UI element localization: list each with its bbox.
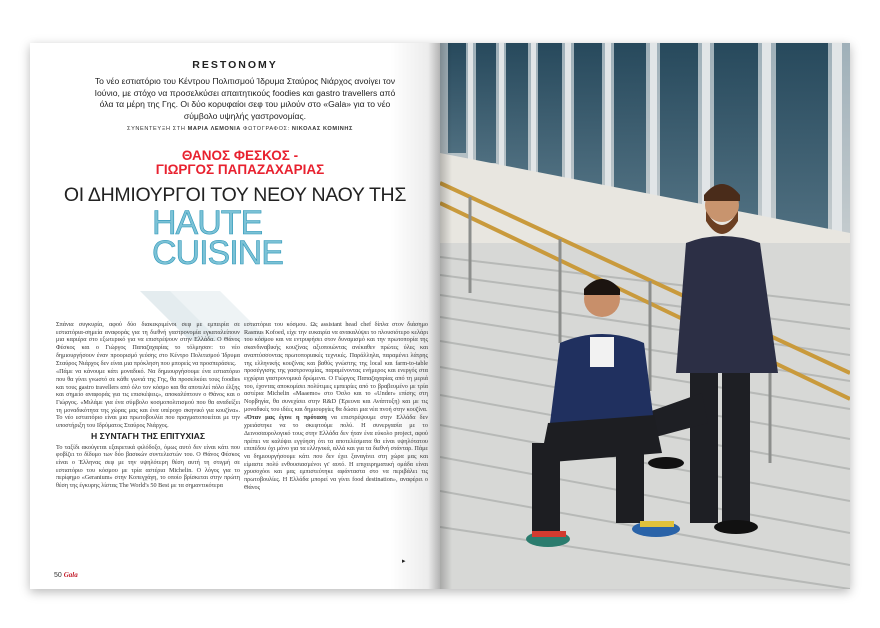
- title-word-cuisine: CUISINE: [152, 234, 283, 272]
- photo-label: ΦΩΤΟΓΡΑΦΟΣ:: [243, 126, 290, 132]
- chef-name-2: ΓΙΩΡΓΟΣ ΠΑΠΑΖΑΧΑΡΙΑΣ: [155, 162, 325, 177]
- right-page-photo: [440, 43, 850, 589]
- column-2-paragraph-1: εστιατόρια του κόσμου. Ως assistant head chef δίπλα στον διάσημο Rasmus Kofoed, είχε την ευκαιρία να ανακαλύψει το πλουσιότερο κελάρι του κόσμου και να εντρυφήσει στον δυναμισμό και την πρωτοπορία της σκανδιναβικής κουζίνας αξιοποιώντας ανέκαθεν πρώτες ύλες και αναπτύσσοντας πρωτοποριακές τεχνικές. Παράλληλα, παραμένει λάτρης της ελληνικής κουζίνας και βαθύς γνώστης της local και farm-to-table προσέγγισης της γαστρονομίας, παραμένοντας ενήμερος και ενεργός στα εγχώρια γαστρονομικά δρώμενα. Ο Γιώργος Παπαζαχαρίας από τη μεριά του, έχοντας αποκομίσει πολύτιμες εμπειρίες από το βραβευμένο με τρία αστέρια Michelin «Maaemo» στο Όσλο και το «Under» επίσης στη Νορβηγία, θα συνεχίσει στην R&D (Έρευνα και Ανάπτυξη) και με τις μοναδικές του ιδέες και δημιουργίες θα δώσει μια νέα πνοή στην κουζίνα.: [244, 321, 428, 413]
- headline: ΟΙ ΔΗΜΙΟΥΡΓΟΙ ΤΟΥ ΝΕΟΥ ΝΑΟΥ ΤΗΣ: [63, 184, 407, 206]
- magazine-brand: Gala: [63, 571, 78, 579]
- section-label: RESTONOMY: [192, 59, 278, 71]
- column-2-paragraph-2: [244, 414, 428, 491]
- article-subhead: Η ΣΥΝΤΑΓΗ ΤΗΣ ΕΠΙΤΥΧΙΑΣ: [90, 430, 206, 441]
- chefs-on-stairs-photo: [440, 43, 850, 589]
- end-mark-icon: ▸: [402, 558, 406, 565]
- page-folio: [54, 571, 78, 579]
- chef-name-1: ΘΑΝΟΣ ΦΕΣΚΟΣ -: [181, 148, 299, 163]
- column-1-paragraph-3: Το ταξίδι ακούγεται εξαιρετικά φιλόδοξο, όμως αυτό δεν είναι κάτι που φοβίζει το δίδυμο των δύο βασικών συντελεστών του. Ο Θάνος Φέσκος είναι ο Έλληνας σεφ με την υψηλότερη θέση αυτή τη στιγμή σε εστιατόριο του κόσμου με τρία αστέρια Michelin. Ο λόγος για το περίφημο «Geranium» στην Κοπεγχάγη, το οποίο βρίσκεται στην πρώτη θέση της έγκυρης λίστας The World's 50 Best με τα σημαντικότερα: [56, 443, 240, 490]
- left-page: [30, 43, 440, 589]
- column-1-paragraph-2: «Πάμε να κάνουμε κάτι μοναδικό. Να δημιουργήσουμε ένα εστιατόριο που θα γίνει γνωστό σε κάθε γωνιά της Γης, θα προσελκύει τους foodies και τους gastro travellers από όλο τον κόσμο και θα αποτελεί πόλο έλξης και σημείο αναφοράς για τις επισκέψεις», αποκαλύπτουν ο Θάνος και ο Γιώργος. «Μιλάμε για ένα σύμβολο κοσμοπολιτισμού που θα αναδείξει τη μοναδικότητα της χώρας μας και ένα υπέροχο σκηνικό για κουζίνα». Το νέο εστιατόριο είναι μια πρωτοβουλία που πραγματοποιείται με την υποστήριξη του Ιδρύματος Σταύρος Νιάρχος.: [56, 368, 240, 430]
- column-1-paragraph-1: Σπάνια συγκυρία, αφού δύο διακεκριμένοι σεφ με εμπειρία σε εστιατόρια-σημεία αναφοράς για τη διεθνή γαστρονομία εγκαταλείπουν μια καριέρα στο εξωτερικό για να επιστρέψουν στην Ελλάδα. Ο Θάνος Φέσκος και ο Γιώργος Παπαζαχαρίας το τόλμησαν: το νέο δημιουργήσουν έναν προορισμό γεύσης στο Κέντρο Πολιτισμού Ίδρυμα Σταύρος Νιάρχος δεν είναι μια πρόκληση που μπορείς να προσπεράσεις.: [56, 321, 240, 367]
- article-column-2: [244, 321, 428, 492]
- interviewer-name: ΜΑΡΙΑ ΛΕΜΟΝΙΑ: [187, 126, 241, 132]
- article-column-1: [56, 321, 240, 491]
- interview-label: ΣΥΝΕΝΤΕΥΞΗ ΣΤΗ: [127, 126, 186, 132]
- page-number: 50: [54, 572, 62, 579]
- magazine-spread: [30, 43, 850, 589]
- chef-names: [70, 149, 410, 177]
- intro-text: Το νέο εστιατόριο του Κέντρου Πολιτισμού Ίδρυμα Σταύρος Νιάρχος ανοίγει τον Ιούνιο, με στόχο να προσελκύσει απαιτητικούς foodies και gastro travellers από όλα τα μέρη της Γης. Οι δύο κορυφαίοι σεφ του μιλούν στο «Gala» για το νέο σύμβολο υψηλής γαστρονομίας.: [94, 76, 396, 121]
- title-word-haute: HAUTE: [152, 204, 263, 242]
- photographer-name: ΝΙΚΟΛΑΣ ΚΟΜΙΝΗΣ: [291, 126, 353, 132]
- credits: [70, 126, 410, 132]
- column-2-lead: «Όταν μας έγινε η πρόταση: [244, 414, 327, 422]
- column-2-body: να επιστρέψουμε στην Ελλάδα δεν χρειάστηκε να το σκεφτούμε πολύ. Η συνεργασία με το Δεινοσαυρολογικό τους στην Ελλάδα δεν ήταν ένα εύκολο project, αφού πρέπει να καλύψει εγγύηση ότι τα αποτελέσματα θα είναι υψηλότατου επιπέδου όχι μόνο για τα ελληνικά, αλλά και για τα διεθνή στάνταρ. Πάμε να δημιουργήσουμε κάτι που δεν έχει ξαναγίνει στη χώρα μας και είμαστε πολύ ενθουσιασμένοι γι' αυτό. Η επιχειρηματική ομάδα είναι χρυσοχόοι και μας εμπιστεύτηκε αφάνταστα στο να περιβάλει τις πρωτοβουλίες. Η Ελλάδα μπορεί να γίνει food destination», αναφέρει ο Θάνος: [244, 414, 428, 491]
